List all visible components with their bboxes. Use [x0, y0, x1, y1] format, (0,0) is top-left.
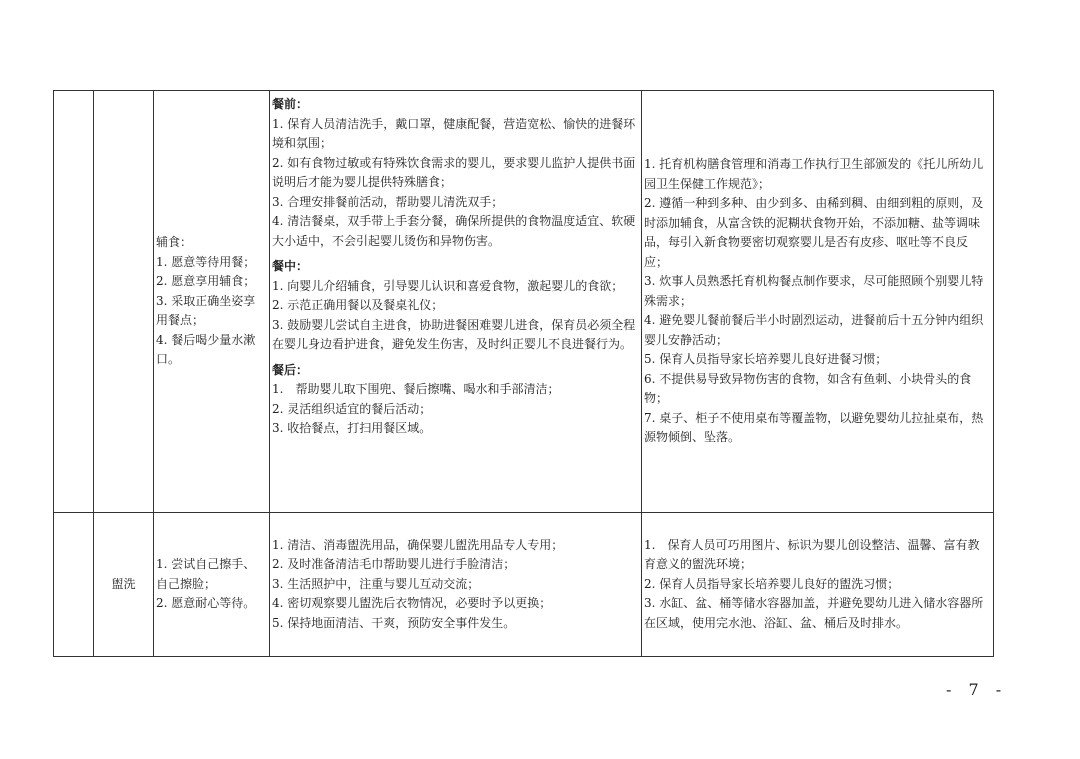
goal-line: 辅食：: [156, 235, 193, 250]
goals-cell: [154, 91, 270, 513]
care-guideline-table: [53, 90, 994, 657]
environment-line: 2. 保育人员指导家长培养婴儿良好的盥洗习惯；: [644, 576, 900, 591]
goal-line: 2. 愿意享用辅食；: [156, 274, 256, 289]
environment-line: 4. 避免婴儿餐前餐后半小时剧烈运动，进餐前后十五分钟内组织婴儿安静活动；: [644, 313, 984, 347]
measure-line: 4. 清洁餐桌，双手带上手套分餐，确保所提供的食物温度适宜、软硬大小适中，不会引起婴儿烫伤和异物伤害。: [272, 214, 636, 248]
measure-line: 1. 保育人员清洁洗手，戴口罩，健康配餐，营造宽松、愉快的进餐环境和氛围；: [272, 116, 636, 150]
environment-cell: [642, 513, 994, 657]
goal-line: 3. 采取正确坐姿享用餐点；: [156, 293, 256, 328]
category-cell: 盥洗: [94, 513, 154, 657]
environment-line: 7. 桌子、柜子不使用桌布等覆盖物，以避免婴幼儿拉扯桌布，热源物倾倒、坠落。: [644, 410, 984, 445]
environment-line: 6. 不提供易导致异物伤害的食物，如含有鱼刺、小块骨头的食物；: [644, 371, 972, 406]
during-meal-heading: 餐中：: [272, 259, 309, 273]
measure-line: 3. 收拾餐点，打扫用餐区域。: [272, 421, 432, 435]
table-row-washing: [54, 513, 994, 657]
goal-line: 4. 餐后喝少量水漱口。: [156, 332, 256, 367]
measure-line: 5. 保持地面清洁、干爽，预防安全事件发生。: [272, 615, 516, 630]
measure-line: 1. 向婴儿介绍辅食，引导婴儿认识和喜爱食物，激起婴儿的食欲；: [272, 278, 624, 293]
measure-line: 1. 清洁、消毒盥洗用品，确保婴儿盥洗用品专人专用；: [272, 537, 564, 552]
page-number: - 7 -: [946, 680, 1008, 699]
environment-cell: [642, 91, 994, 513]
measure-line: 2. 及时准备清洁毛巾帮助婴儿进行手脸清洁；: [272, 557, 516, 572]
after-meal-heading: 餐后：: [272, 362, 309, 377]
environment-line: 5. 保育人员指导家长培养婴儿良好进餐习惯；: [644, 352, 888, 367]
environment-line: 2. 遵循一种到多种、由少到多、由稀到稠、由细到粗的原则，及时添加辅食，从富含铁的泥糊状食物开始，不添加糖、盐等调味品，每引入新食物要密切观察婴儿是否有皮疹、呕吐等不良反应；: [644, 196, 984, 269]
measure-line: 3. 生活照护中，注重与婴儿互动交流；: [272, 576, 480, 591]
environment-line: 3. 炊事人员熟悉托育机构餐点制作要求，尽可能照顾个别婴儿特殊需求；: [644, 274, 984, 308]
environment-line: 1. 托育机构膳食管理和消毒工作执行卫生部颁发的《托儿所幼儿园卫生保健工作规范》；: [644, 157, 984, 191]
age-group-cell: [54, 513, 94, 657]
measures-cell: [270, 91, 642, 513]
environment-line: 3. 水缸、盆、桶等储水容器加盖，并避免婴幼儿进入储水容器所在区域，使用完水池、浴缸、盆、桶后及时排水。: [644, 596, 984, 630]
before-meal-heading: 餐前：: [272, 97, 309, 111]
goal-line: 2. 愿意耐心等待。: [156, 596, 256, 611]
environment-line: 1. 保育人员可巧用图片、标识为婴儿创设整洁、温馨、富有教育意义的盥洗环境；: [644, 537, 980, 572]
goals-cell: [154, 513, 270, 657]
measure-line: 3. 合理安排餐前活动，帮助婴儿清洗双手；: [272, 194, 504, 209]
table-row-complementary-food: [54, 91, 994, 513]
measure-line: 4. 密切观察婴儿盥洗后衣物情况，必要时予以更换；: [272, 596, 552, 611]
age-group-cell: [54, 91, 94, 513]
category-cell: [94, 91, 154, 513]
measure-line: 3. 鼓励婴儿尝试自主进食，协助进餐困难婴儿进食，保育员必须全程在婴儿身边看护进食，避免发生伤害，及时纠正婴儿不良进餐行为。: [272, 317, 636, 351]
measure-line: 2. 灵活组织适宜的餐后活动；: [272, 401, 432, 416]
measures-cell: [270, 513, 642, 657]
measure-line: 2. 示范正确用餐以及餐桌礼仪；: [272, 298, 444, 312]
measure-line: 1. 帮助婴儿取下围兜、餐后擦嘴、喝水和手部清洁；: [272, 382, 560, 396]
goal-line: 1. 尝试自己擦手、自己擦脸；: [156, 557, 256, 591]
goal-line: 1. 愿意等待用餐；: [156, 254, 256, 269]
measure-line: 2. 如有食物过敏或有特殊饮食需求的婴儿，要求婴儿监护人提供书面说明后才能为婴儿提供特殊膳食；: [272, 155, 636, 189]
